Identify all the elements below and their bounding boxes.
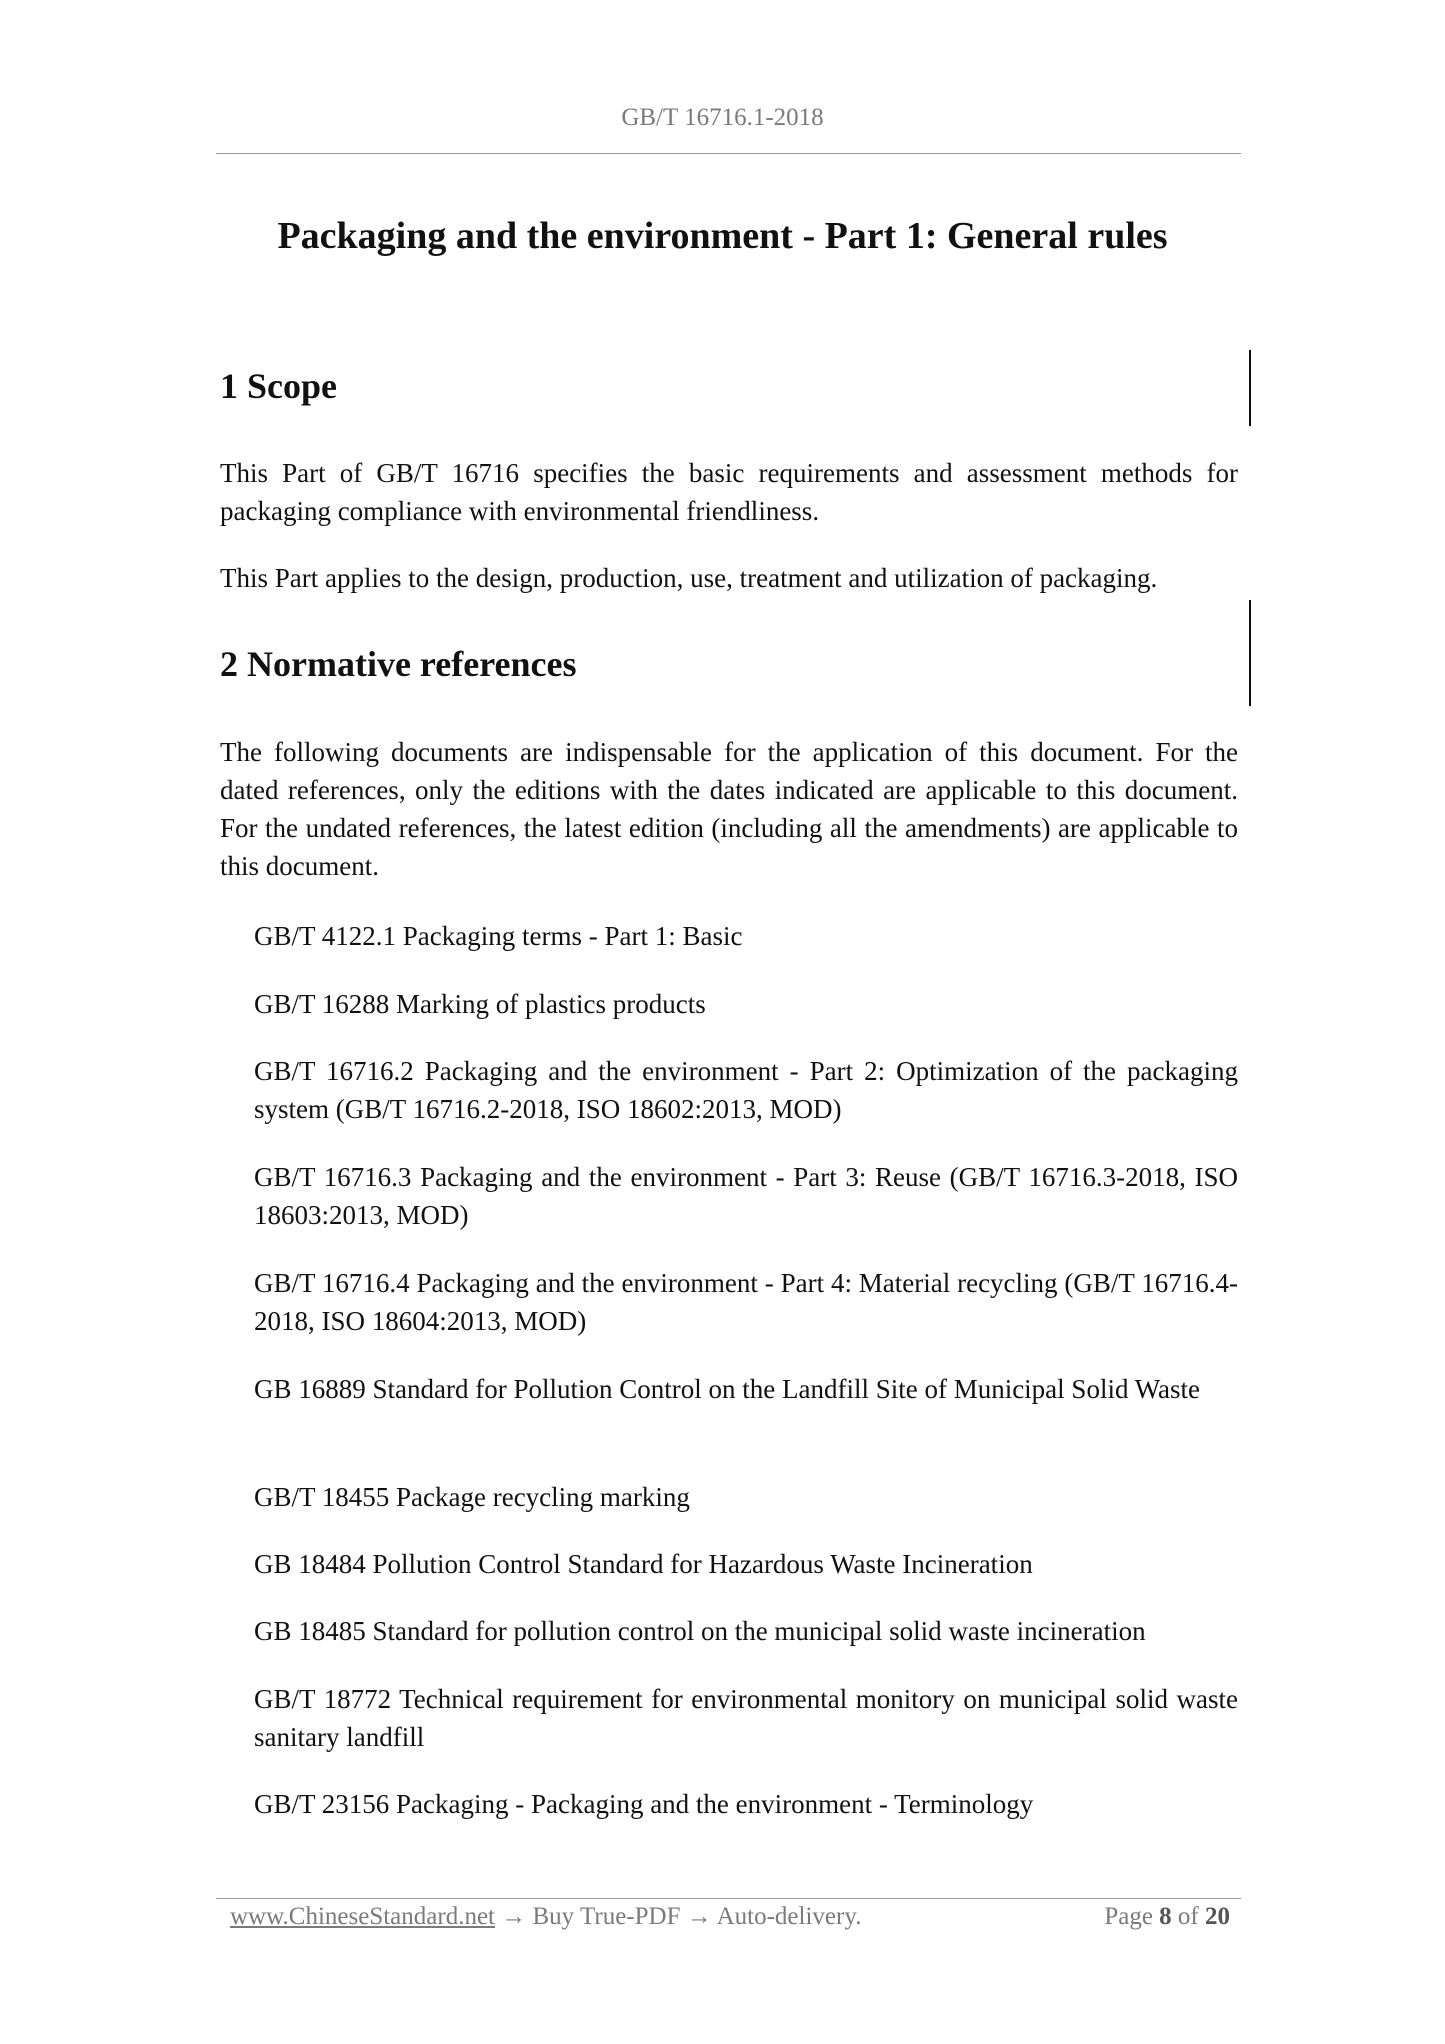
header-divider — [216, 153, 1241, 154]
reference-item: GB/T 23156 Packaging - Packaging and the environment - Terminology — [254, 1789, 1034, 1819]
document-title: Packaging and the environment - Part 1: General rules — [277, 215, 1168, 257]
footer-promo-text: → Buy True-PDF → Auto-delivery. — [495, 1903, 862, 1930]
reference-item: GB/T 16716.3 Packaging and the environment - Part 3: Reuse (GB/T 16716.3-2018, ISO 18603:2013, MOD) — [254, 1162, 1238, 1230]
page-footer — [230, 1903, 1230, 1943]
reference-item: GB/T 18455 Package recycling marking — [254, 1482, 690, 1512]
reference-item: GB/T 16716.2 Packaging and the environment - Part 2: Optimization of the packaging system (GB/T 16716.2-2018, ISO 18602:2013, MOD) — [254, 1056, 1238, 1124]
reference-item: GB/T 16288 Marking of plastics products — [254, 989, 706, 1019]
section-heading-normative-references: 2 Normative references — [220, 644, 577, 684]
footer-promo — [230, 1903, 861, 1931]
reference-item: GB/T 18772 Technical requirement for environmental monitory on municipal solid waste sanitary landfill — [254, 1684, 1238, 1752]
page-of-word: of — [1177, 1903, 1199, 1930]
revision-bar — [1249, 350, 1251, 426]
reference-item: GB 18484 Pollution Control Standard for Hazardous Waste Incineration — [254, 1549, 1033, 1579]
normative-intro-paragraph: The following documents are indispensable for the application of this document. For the dated references, only the editions with the dates indicated are applicable to this document. For the undated references, the latest edition (including all the amendments) are applicable to this document. — [220, 737, 1238, 881]
section-heading-scope: 1 Scope — [220, 366, 337, 406]
reference-item: GB/T 4122.1 Packaging terms - Part 1: Basic — [254, 921, 743, 951]
reference-item: GB 18485 Standard for pollution control on the municipal solid waste incineration — [254, 1616, 1146, 1646]
footer-divider — [216, 1898, 1241, 1899]
header-doc-number: GB/T 16716.1-2018 — [621, 104, 824, 131]
site-link[interactable]: www.ChineseStandard.net — [230, 1903, 495, 1930]
scope-paragraph-1: This Part of GB/T 16716 specifies the basic requirements and assessment methods for packaging compliance with environmental friendliness. — [220, 458, 1238, 526]
reference-item: GB 16889 Standard for Pollution Control on the Landfill Site of Municipal Solid Waste — [254, 1374, 1201, 1404]
page-word: Page — [1104, 1903, 1153, 1930]
scope-paragraph-2: This Part applies to the design, production, use, treatment and utilization of packaging. — [220, 563, 1158, 593]
revision-bar — [1249, 600, 1251, 706]
page-number — [1104, 1903, 1230, 1931]
page-total: 20 — [1205, 1903, 1230, 1930]
page-current: 8 — [1159, 1903, 1172, 1930]
reference-item: GB/T 16716.4 Packaging and the environment - Part 4: Material recycling (GB/T 16716.4-2018, ISO 18604:2013, MOD) — [254, 1268, 1238, 1336]
